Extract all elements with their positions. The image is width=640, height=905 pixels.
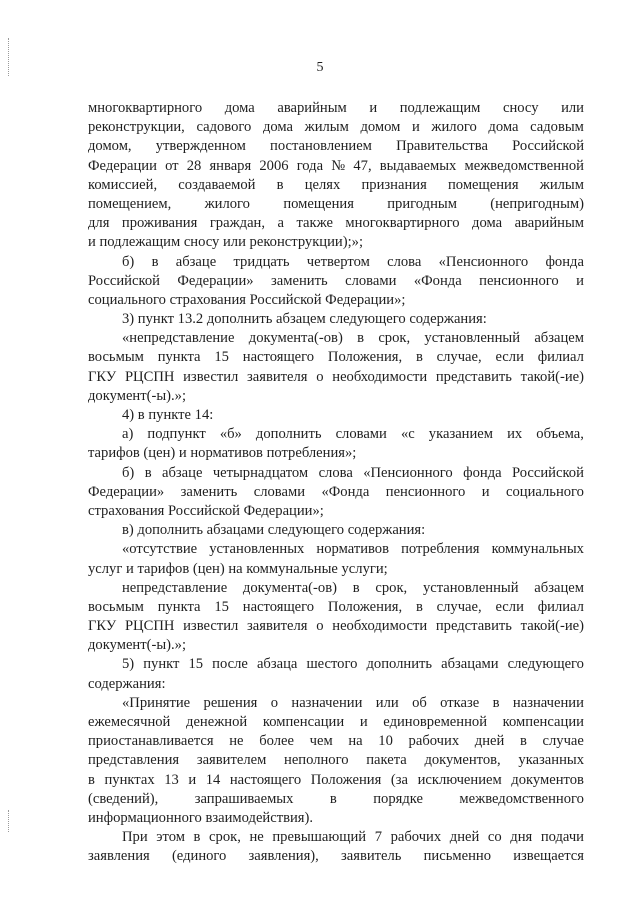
text-line [88, 272, 584, 291]
word: в [519, 733, 527, 750]
word: случае, [436, 349, 482, 366]
word: на [348, 733, 363, 750]
word: установленных [209, 541, 305, 558]
word: 7 [374, 829, 382, 846]
word: ГКУ [88, 368, 117, 385]
word: восьмым [88, 349, 144, 366]
word: слова [318, 464, 353, 481]
word: выдаваемых [379, 157, 457, 174]
word: аварийным [277, 100, 347, 116]
word: сносу [502, 100, 539, 116]
word: 47, [353, 157, 372, 174]
word: необходимости [332, 368, 428, 385]
word: заявителем [196, 752, 267, 769]
text-line: 4) в пункте 14: [122, 407, 214, 423]
word: случае, [436, 598, 482, 615]
word: случае [542, 733, 584, 750]
word: денежной [186, 714, 248, 730]
word: жилого [431, 119, 477, 136]
text-line [88, 118, 584, 137]
word: решения [203, 694, 258, 711]
word: в [492, 694, 500, 711]
word: если [495, 598, 524, 615]
word: 15 [214, 349, 229, 366]
word: абзаце [161, 464, 203, 481]
word: в [276, 176, 284, 193]
word: словами [345, 272, 397, 289]
word: установленный [424, 330, 521, 347]
word: четырнадцатом [212, 464, 309, 481]
word: дома [488, 119, 519, 136]
word: восьмым [88, 598, 144, 615]
margin-dots-bottom [8, 810, 11, 832]
word: известил [183, 368, 239, 385]
word: Положения, [327, 598, 403, 615]
word: подачи [540, 829, 584, 846]
word: дней [449, 829, 480, 846]
word: в [193, 829, 201, 846]
word: для [88, 215, 110, 232]
word: межведомственной [464, 157, 584, 174]
word: Российской [88, 272, 160, 289]
text-line: документ(-ы).»; [88, 637, 186, 654]
word: настоящего [242, 598, 315, 615]
word: реконструкции, [88, 119, 185, 136]
text-line [88, 425, 584, 444]
word: порядке [373, 790, 423, 807]
word: пункт [143, 656, 180, 673]
word: от [165, 157, 179, 174]
text-line [88, 99, 584, 118]
text-line [88, 176, 584, 195]
text-line [88, 771, 584, 790]
text-line [88, 195, 584, 214]
word: абзацами [441, 656, 499, 673]
word: в [88, 771, 95, 788]
word: Российской [512, 138, 584, 155]
word: 15 [188, 656, 204, 673]
word: пенсионного [385, 483, 466, 500]
word: неполного [284, 752, 349, 769]
word: пригодным [387, 195, 457, 212]
word: дома [262, 119, 293, 136]
word: в [329, 790, 337, 807]
word: дополнить [255, 426, 322, 443]
text-line [88, 713, 584, 732]
word: Российской [511, 464, 584, 481]
text-line [88, 617, 584, 636]
word: помещения [447, 176, 519, 193]
text-line [88, 579, 584, 598]
word: пункта [157, 598, 201, 615]
word: в [144, 464, 152, 481]
word: РЦСПН [124, 368, 175, 385]
word: дней [474, 733, 505, 750]
word: садовым [530, 119, 584, 136]
word: заменить [180, 483, 238, 500]
word: известил [183, 618, 239, 635]
word: садового [196, 119, 252, 136]
word: абзаце [175, 253, 217, 270]
word: тридцать [233, 253, 290, 270]
word: б) [122, 464, 135, 481]
word: 14 [205, 771, 221, 788]
word: четвертом [306, 253, 370, 270]
word: документа(-ов) [248, 330, 343, 347]
word: создаваемой [178, 176, 256, 193]
word: словами [253, 483, 306, 500]
word: подпункт [147, 426, 206, 443]
word: Федерации» [177, 272, 254, 289]
word: рабочих [390, 829, 442, 846]
word: абзаца [256, 656, 298, 673]
word: следующего [507, 656, 584, 673]
word: При [122, 829, 148, 846]
document-body [88, 99, 584, 867]
word: жилого [204, 195, 250, 212]
word: ежемесячной [88, 714, 171, 730]
word: (за [390, 771, 408, 788]
word: «Принятие [122, 694, 191, 711]
word: а [277, 215, 284, 232]
text-line [88, 253, 584, 272]
word: аварийным [514, 215, 584, 232]
text-line: тарифов (цен) и нормативов потребления»; [88, 445, 357, 462]
word: постановлением [270, 138, 372, 155]
word: и [576, 272, 584, 289]
word: указанием [428, 426, 494, 443]
word: представить [435, 368, 512, 385]
word: 28 [186, 157, 202, 174]
word: Федерации» [88, 483, 165, 500]
page-number: 5 [316, 60, 324, 75]
text-line [88, 157, 584, 176]
text-line [88, 214, 584, 233]
word: нормативов [316, 541, 389, 558]
word: чем [309, 733, 333, 750]
word: в [151, 253, 159, 270]
word: компенсации [502, 714, 584, 730]
word: домом [360, 119, 401, 136]
word: превышающий [272, 829, 367, 846]
word: социального [506, 483, 584, 500]
word: письменно [423, 848, 492, 865]
word: «отсутствие [122, 541, 198, 558]
word: срок, [375, 579, 408, 596]
word: более [259, 733, 294, 750]
text-line: страхования Российской Федерации»; [88, 502, 324, 519]
word: потребления [401, 541, 480, 558]
text-line: в) дополнить абзацами следующего содержания: [122, 522, 426, 539]
word: «Пенсионного [438, 253, 529, 270]
word: заявления [88, 848, 150, 865]
word: 5) [122, 656, 135, 673]
text-line: информационного взаимодействия). [88, 809, 314, 826]
word: назначении [291, 694, 363, 711]
text-line [88, 598, 584, 617]
word: заявитель [340, 848, 402, 865]
word: их [507, 426, 523, 443]
word: жилым [304, 119, 349, 136]
text-line [88, 368, 584, 387]
word: филиал [537, 349, 584, 366]
word: не [229, 733, 244, 750]
word: коммунальных [491, 541, 584, 558]
word: и [188, 771, 197, 788]
text-line: содержания: [88, 675, 166, 692]
word: в [415, 349, 423, 366]
word: заявителя [247, 618, 308, 635]
text-line [88, 348, 584, 367]
word: срок, [378, 330, 411, 347]
word: необходимости [332, 618, 428, 635]
text-line: и подлежащим сносу или реконструкции);»; [88, 234, 364, 251]
text-line: документ(-ы).»; [88, 387, 186, 404]
word: филиал [537, 598, 584, 615]
word: или [561, 100, 584, 116]
word: и [481, 483, 490, 500]
word: и [359, 714, 368, 730]
word: словами [335, 426, 387, 443]
word: пунктах [104, 771, 155, 788]
text-line [88, 329, 584, 348]
word: «Пенсионного [363, 464, 453, 481]
word: документов, [424, 752, 501, 769]
word: Положения, [327, 349, 403, 366]
word: дня [510, 829, 533, 846]
word: фонда [545, 253, 584, 270]
word: и [411, 119, 420, 136]
word: (непригодным) [490, 195, 584, 212]
word: РЦСПН [124, 618, 175, 635]
word: дома [472, 215, 503, 232]
word: б) [122, 253, 135, 270]
word: жилым [539, 176, 584, 193]
word: № [331, 157, 346, 174]
word: целях [304, 176, 341, 193]
word: установленный [422, 579, 519, 596]
word: слова [387, 253, 422, 270]
word: о [316, 368, 324, 385]
text-line [88, 828, 584, 847]
text-line [88, 732, 584, 751]
word: в [352, 579, 360, 596]
word: рабочих [408, 733, 460, 750]
word: такой(-ие) [520, 368, 584, 385]
text-line: социального страхования Российской Федерации»; [88, 291, 406, 308]
word: 13 [164, 771, 179, 788]
word: Федерации [88, 157, 157, 174]
word: «б» [219, 426, 242, 443]
word: в [357, 330, 365, 347]
word: помещением, [88, 195, 172, 212]
text-line [88, 464, 584, 483]
word: пункта [157, 349, 201, 366]
text-line [88, 540, 584, 559]
word: «с [400, 426, 415, 443]
word: единовременной [383, 714, 488, 730]
word: также [296, 215, 333, 232]
text-line [88, 847, 584, 866]
word: (единого [171, 848, 227, 865]
word: указанных [518, 752, 584, 769]
word: (сведений), [88, 790, 159, 807]
word: о [316, 618, 324, 635]
text-line [88, 137, 584, 156]
word: настоящего [242, 349, 315, 366]
word: не [249, 829, 264, 846]
word: назначении [512, 694, 584, 711]
text-line [88, 790, 584, 809]
word: приостанавливается [88, 733, 214, 750]
word: этом [156, 829, 185, 846]
word: исключением [417, 771, 502, 788]
word: межведомственного [459, 790, 584, 807]
word: заявителя [247, 368, 308, 385]
word: если [495, 349, 524, 366]
word: компенсации [262, 714, 345, 730]
word: 10 [378, 733, 393, 750]
word: многоквартирного [345, 215, 460, 232]
word: «Фонда [321, 483, 370, 500]
word: признания [361, 176, 427, 193]
word: запрашиваемых [194, 790, 294, 807]
word: «непредставление [122, 330, 235, 347]
word: такой(-ие) [520, 618, 584, 635]
word: абзацем [534, 579, 584, 596]
word: об [412, 694, 427, 711]
word: отказе [440, 694, 480, 711]
word: 2006 [259, 157, 289, 174]
word: настоящего [229, 771, 302, 788]
word: утвержденном [155, 138, 246, 155]
word: заявления), [248, 848, 319, 865]
word: комиссией, [88, 176, 158, 193]
word: пенсионного [479, 272, 559, 289]
word: ГКУ [88, 618, 117, 635]
word: Правительства [396, 138, 488, 155]
word: в [415, 598, 423, 615]
word: со [487, 829, 502, 846]
text-line: услуг и тарифов (цен) на коммунальные услуги; [88, 560, 388, 577]
word: заменить [271, 272, 328, 289]
word: и [369, 100, 378, 116]
word: или [375, 694, 399, 711]
word: извещается [513, 848, 584, 865]
word: 15 [214, 598, 229, 615]
word: «Фонда [413, 272, 462, 289]
word: многоквартирного [88, 100, 203, 116]
text-line [88, 751, 584, 770]
word: дополнить [366, 656, 433, 673]
word: а) [122, 426, 134, 443]
word: граждан, [209, 215, 266, 232]
word: года [296, 157, 324, 174]
word: абзацем [534, 330, 584, 347]
word: января [209, 157, 252, 174]
word: подлежащим [399, 100, 481, 116]
text-line: 3) пункт 13.2 дополнить абзацем следующего содержания: [122, 311, 487, 328]
word: непредставление [122, 579, 228, 596]
word: шестого [306, 656, 358, 673]
word: домом, [88, 138, 132, 155]
word: после [212, 656, 248, 673]
word: представления [88, 752, 180, 769]
word: помещения [283, 195, 354, 212]
word: Положения [310, 771, 382, 788]
word: фонда [463, 464, 502, 481]
word: документа(-ов) [242, 579, 337, 596]
text-line [88, 694, 584, 713]
word: представить [435, 618, 512, 635]
word: срок, [209, 829, 241, 846]
word: документов [511, 771, 584, 788]
word: объема, [536, 426, 584, 443]
word: проживания [121, 215, 198, 232]
text-line [88, 655, 584, 674]
word: о [270, 694, 279, 711]
word: дома [224, 100, 255, 116]
word: пакета [366, 752, 407, 769]
text-line [88, 483, 584, 502]
